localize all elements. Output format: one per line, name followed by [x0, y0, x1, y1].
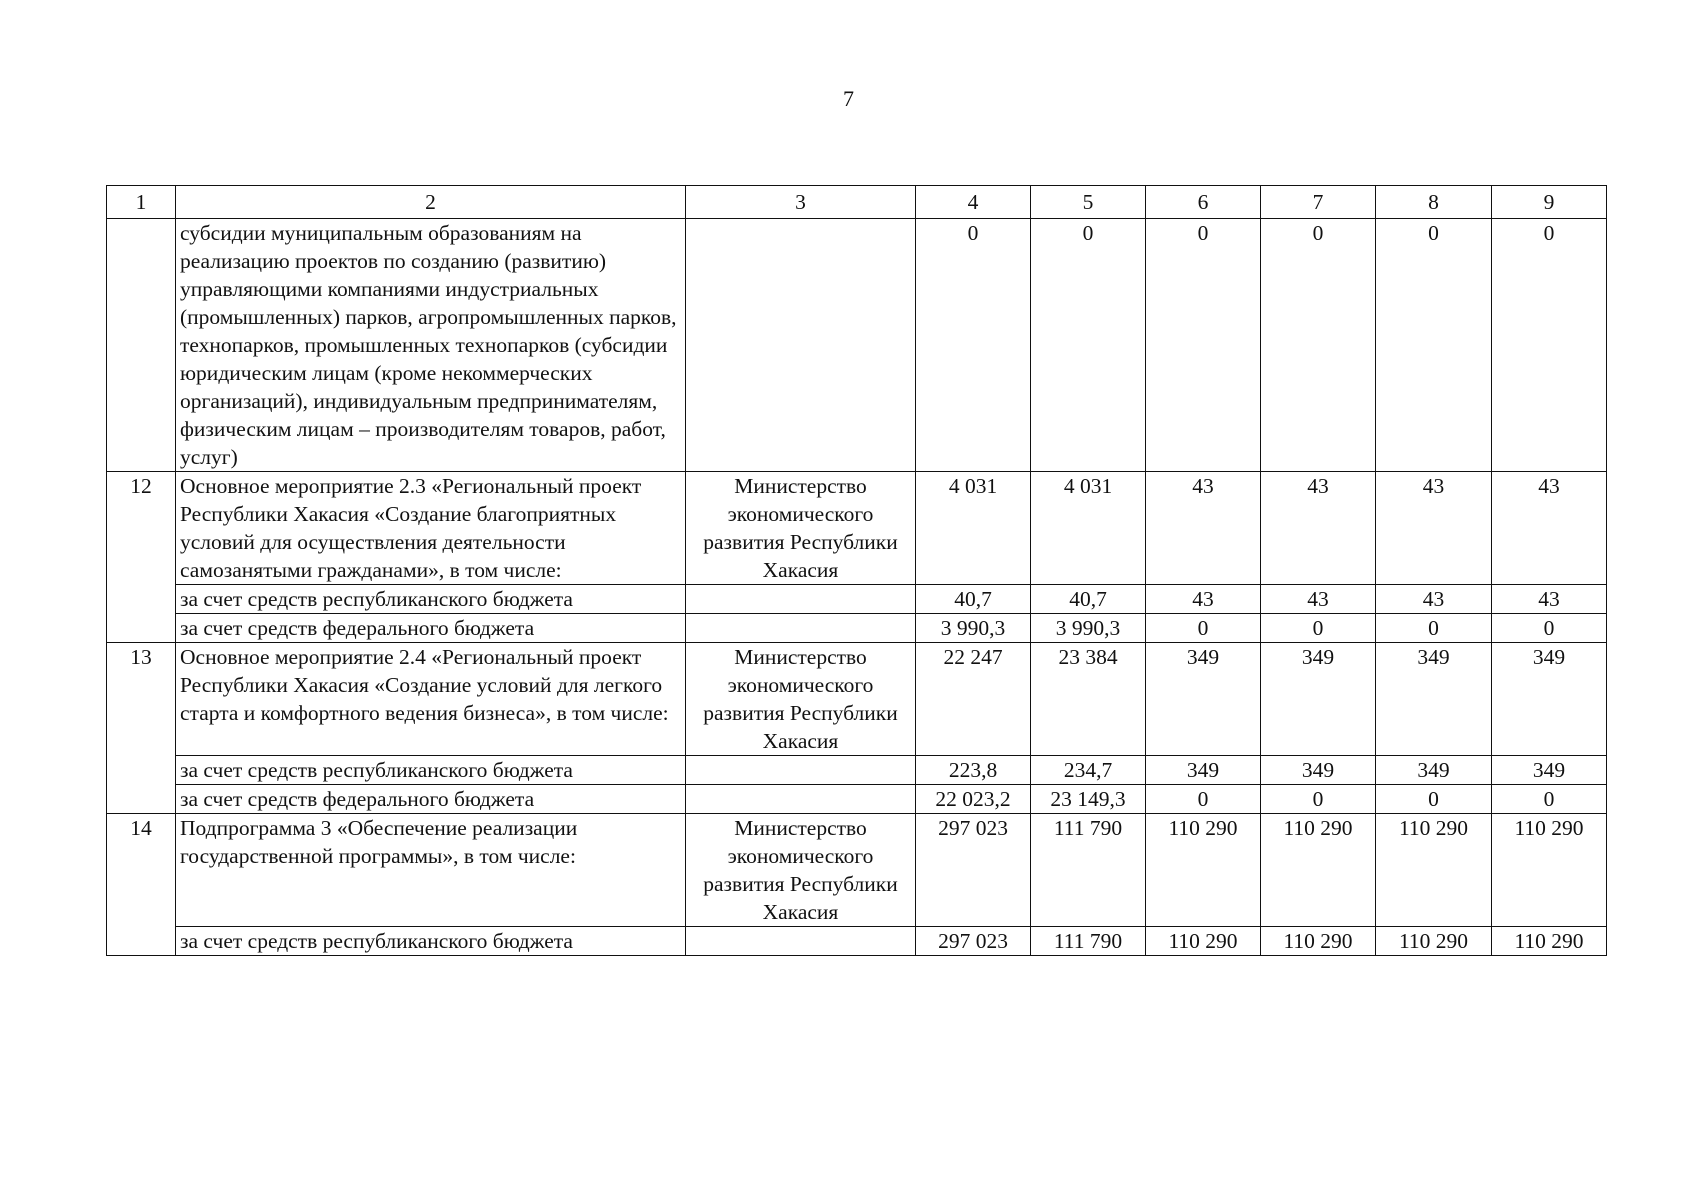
value-cell: 23 384	[1031, 643, 1146, 756]
value-cell: 40,7	[1031, 585, 1146, 614]
value-cell: 297 023	[916, 814, 1031, 927]
row-description: за счет средств республиканского бюджета	[176, 585, 686, 614]
row-description: за счет средств республиканского бюджета	[176, 756, 686, 785]
value-cell: 110 290	[1146, 927, 1261, 956]
table-row	[107, 814, 1607, 927]
value-cell: 43	[1376, 585, 1492, 614]
value-cell: 0	[1492, 614, 1607, 643]
value-cell: 349	[1146, 643, 1261, 756]
table-row	[107, 756, 1607, 785]
value-cell: 43	[1146, 472, 1261, 585]
header-cell: 8	[1376, 186, 1492, 219]
row-agency	[686, 219, 916, 472]
table-row	[107, 472, 1607, 585]
value-cell: 43	[1376, 472, 1492, 585]
value-cell: 111 790	[1031, 927, 1146, 956]
value-cell: 43	[1261, 472, 1376, 585]
row-description: за счет средств федерального бюджета	[176, 614, 686, 643]
value-cell: 4 031	[1031, 472, 1146, 585]
row-agency	[686, 927, 916, 956]
row-description: за счет средств республиканского бюджета	[176, 927, 686, 956]
header-cell: 6	[1146, 186, 1261, 219]
value-cell: 0	[1492, 219, 1607, 472]
value-cell: 22 023,2	[916, 785, 1031, 814]
value-cell: 22 247	[916, 643, 1031, 756]
value-cell: 0	[1146, 785, 1261, 814]
table-row	[107, 585, 1607, 614]
value-cell: 0	[1146, 219, 1261, 472]
value-cell: 0	[1146, 614, 1261, 643]
value-cell: 349	[1376, 643, 1492, 756]
value-cell: 110 290	[1492, 814, 1607, 927]
value-cell: 349	[1492, 756, 1607, 785]
row-description: за счет средств федерального бюджета	[176, 785, 686, 814]
table-row	[107, 785, 1607, 814]
row-agency: Министерство экономического развития Республики Хакасия	[686, 814, 916, 927]
value-cell: 4 031	[916, 472, 1031, 585]
header-cell: 1	[107, 186, 176, 219]
table-row	[107, 614, 1607, 643]
value-cell: 349	[1261, 643, 1376, 756]
value-cell: 297 023	[916, 927, 1031, 956]
value-cell: 43	[1261, 585, 1376, 614]
value-cell: 111 790	[1031, 814, 1146, 927]
header-cell: 2	[176, 186, 686, 219]
value-cell: 349	[1146, 756, 1261, 785]
budget-table	[106, 185, 1607, 956]
value-cell: 0	[1376, 614, 1492, 643]
value-cell: 110 290	[1261, 814, 1376, 927]
header-cell: 9	[1492, 186, 1607, 219]
value-cell: 43	[1492, 585, 1607, 614]
value-cell: 0	[1261, 785, 1376, 814]
value-cell: 0	[1031, 219, 1146, 472]
value-cell: 0	[1261, 219, 1376, 472]
row-number: 14	[107, 814, 176, 956]
table-row	[107, 927, 1607, 956]
table-row	[107, 643, 1607, 756]
value-cell: 40,7	[916, 585, 1031, 614]
row-agency: Министерство экономического развития Республики Хакасия	[686, 643, 916, 756]
value-cell: 349	[1261, 756, 1376, 785]
table-row	[107, 219, 1607, 472]
value-cell: 110 290	[1376, 814, 1492, 927]
value-cell: 110 290	[1492, 927, 1607, 956]
value-cell: 3 990,3	[916, 614, 1031, 643]
row-number: 13	[107, 643, 176, 814]
value-cell: 110 290	[1146, 814, 1261, 927]
row-description: Подпрограмма 3 «Обеспечение реализации государственной программы», в том числе:	[176, 814, 686, 927]
value-cell: 43	[1492, 472, 1607, 585]
header-cell: 7	[1261, 186, 1376, 219]
value-cell: 0	[1376, 785, 1492, 814]
value-cell: 349	[1376, 756, 1492, 785]
value-cell: 0	[1492, 785, 1607, 814]
row-description: субсидии муниципальным образованиям на реализацию проектов по созданию (развитию) управляющими компаниями индустриальных (промышленных) парков, агропромышленных парков, технопарков, промышленных технопарков (субсидии юридическим лицам (кроме некоммерческих организаций), индивидуальным предпринимателям, физическим лицам – производителям товаров, работ, услуг)	[176, 219, 686, 472]
header-cell: 5	[1031, 186, 1146, 219]
value-cell: 3 990,3	[1031, 614, 1146, 643]
row-description: Основное мероприятие 2.4 «Региональный проект Республики Хакасия «Создание условий для легкого старта и комфортного ведения бизнеса», в том числе:	[176, 643, 686, 756]
page-number: 7	[843, 86, 854, 111]
value-cell: 349	[1492, 643, 1607, 756]
row-agency	[686, 614, 916, 643]
row-number	[107, 219, 176, 472]
header-cell: 3	[686, 186, 916, 219]
row-agency	[686, 585, 916, 614]
value-cell: 23 149,3	[1031, 785, 1146, 814]
value-cell: 43	[1146, 585, 1261, 614]
value-cell: 110 290	[1261, 927, 1376, 956]
value-cell: 0	[916, 219, 1031, 472]
header-row	[107, 186, 1607, 219]
value-cell: 223,8	[916, 756, 1031, 785]
row-description: Основное мероприятие 2.3 «Региональный проект Республики Хакасия «Создание благоприятных условий для осуществления деятельности самозанятыми гражданами», в том числе:	[176, 472, 686, 585]
value-cell: 0	[1376, 219, 1492, 472]
value-cell: 110 290	[1376, 927, 1492, 956]
row-agency	[686, 756, 916, 785]
value-cell: 0	[1261, 614, 1376, 643]
header-cell: 4	[916, 186, 1031, 219]
row-number: 12	[107, 472, 176, 643]
value-cell: 234,7	[1031, 756, 1146, 785]
row-agency: Министерство экономического развития Республики Хакасия	[686, 472, 916, 585]
row-agency	[686, 785, 916, 814]
